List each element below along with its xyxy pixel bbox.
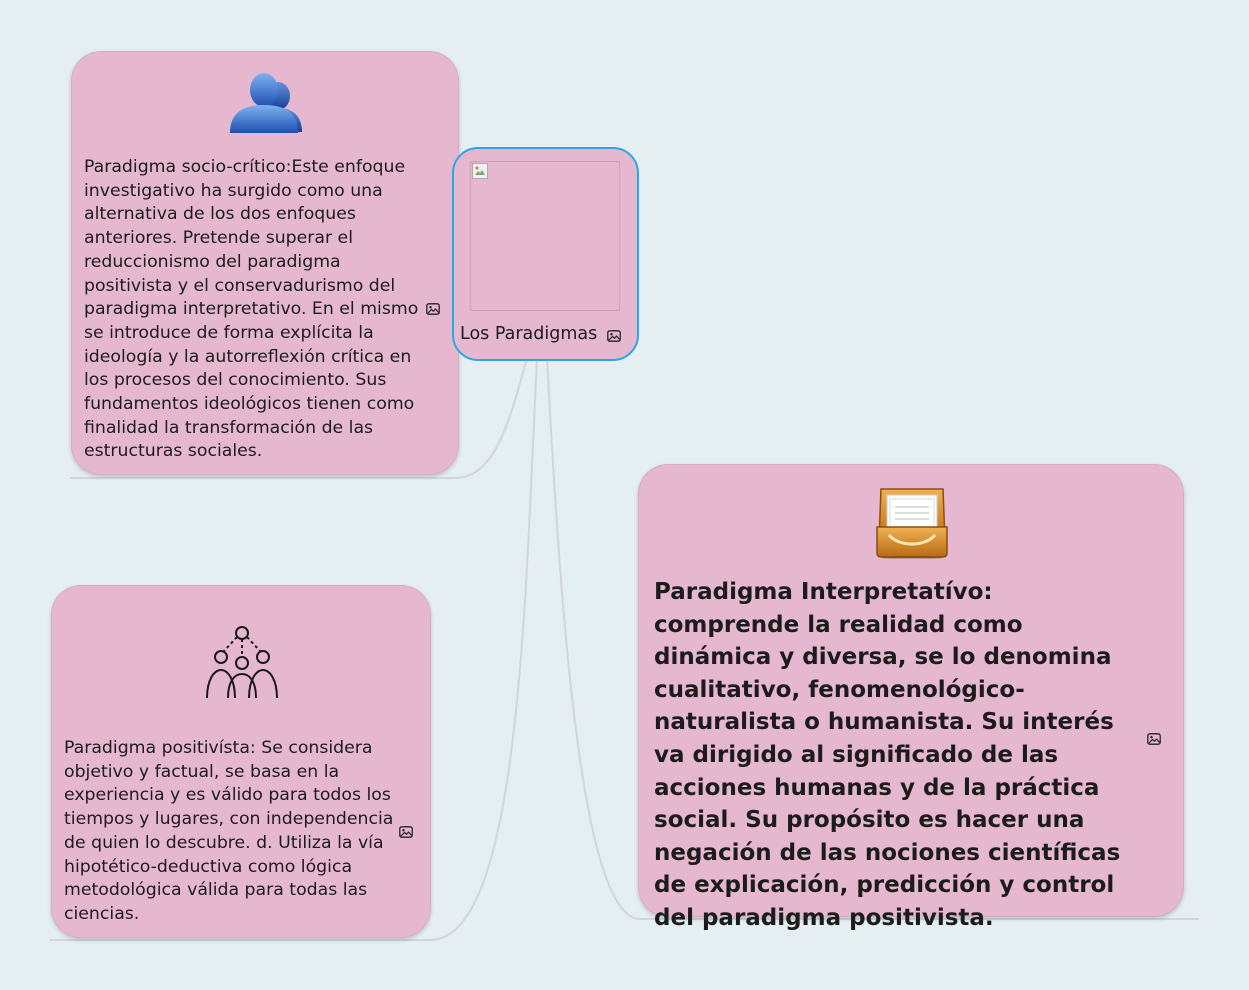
users-group-icon [226, 70, 306, 136]
topic-card-interpretativo[interactable] [638, 464, 1184, 931]
topic-card-positivista[interactable] [51, 585, 431, 938]
image-icon[interactable] [399, 826, 413, 838]
image-icon[interactable] [607, 330, 621, 342]
broken-image-icon [470, 161, 620, 311]
topic-text-interpretativo: Paradigma Interpretatívo: comprende la realidad como dinámica y diversa, se lo denomina cualitativo, fenomenológico-naturalista o humanista. Su interés va dirigido al significado de las acciones humanas y de la práctica social. Su propósito es hacer una negación de las nociones científicas de explicación, predicción y control del paradigma positivista. [654, 579, 1121, 931]
image-icon[interactable] [426, 303, 440, 315]
topic-text-positivista: Paradigma positivísta: Se considera objetivo y factual, se basa en la experiencia y es válido para todos los tiempos y lugares, con independencia de quien lo descubre. d. Utiliza la vía hipotético-deductiva como lógica metodológica válida para todas las ciencias. [64, 738, 394, 924]
central-topic[interactable] [452, 147, 639, 361]
topic-card-socio-critico[interactable] [71, 51, 459, 475]
image-icon[interactable] [1147, 733, 1161, 745]
inbox-tray-icon [875, 483, 949, 559]
central-title: Los Paradigmas [460, 324, 598, 344]
topic-text-socio-critico: Paradigma socio-crítico:Este enfoque investigativo ha surgido como una alternativa de los dos enfoques anteriores. Pretende superar el reduccionismo del paradigma positivista y el conservadurismo del paradigma interpretativo. En el mismo se introduce de forma explícita la ideología y la autorreflexión crítica en los procesos del conocimiento. Sus fundamentos ideológicos tienen como finalidad la transformación de las estructuras sociales. [84, 157, 419, 462]
people-network-icon [204, 624, 280, 700]
